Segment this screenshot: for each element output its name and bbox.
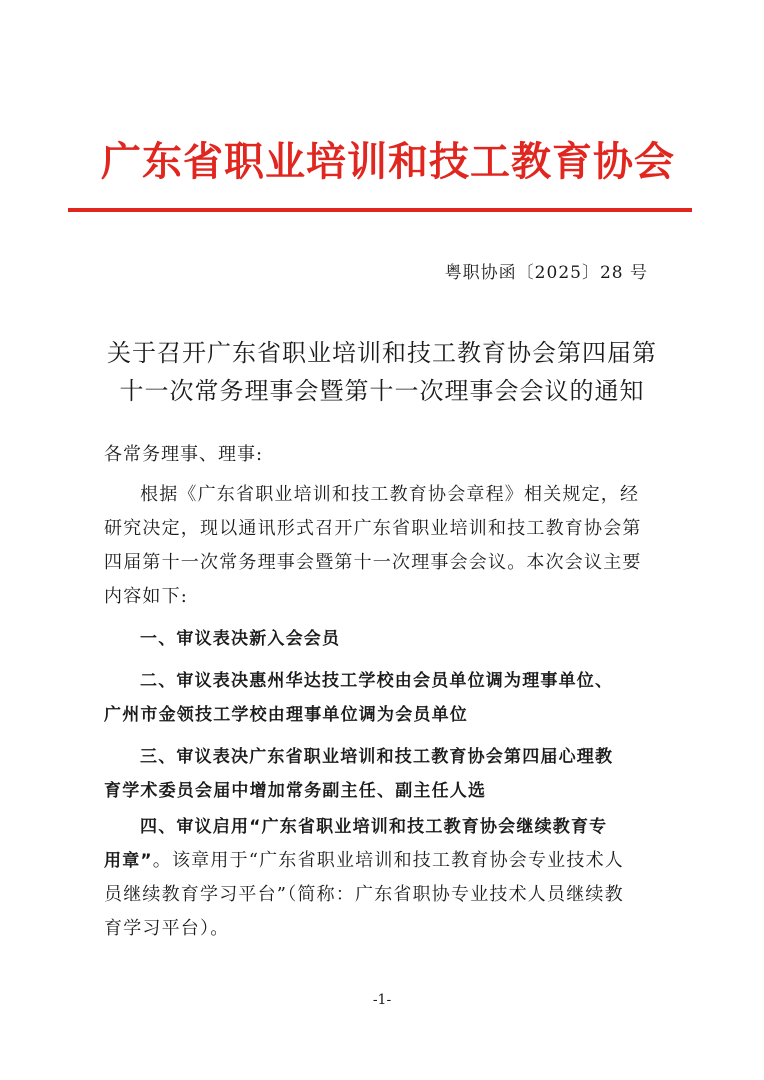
intro-line-3: 四届第十一次常务理事会暨第十一次理事会会议。本次会议主要 bbox=[104, 552, 642, 573]
agenda-item-4-line-3: 员继续教育学习平台”（简称：广东省职协专业技术人员继续教 bbox=[104, 884, 624, 905]
intro-line-4: 内容如下: bbox=[104, 586, 189, 607]
intro-line-2: 研究决定，现以通讯形式召开广东省职业培训和技工教育协会第 bbox=[104, 518, 642, 539]
title-line-2: 十一次常务理事会暨第十一次理事会会议的通知 bbox=[119, 377, 645, 405]
agenda-item-2-line-1: 二、审议表决惠州华达技工学校由会员单位调为理事单位、 bbox=[140, 671, 614, 691]
agenda-item-4-line-2 bbox=[104, 844, 670, 878]
agenda-item-3 bbox=[104, 740, 670, 808]
agenda-item-4 bbox=[104, 810, 670, 946]
title-line-1: 关于召开广东省职业培训和技工教育协会第四届第 bbox=[107, 339, 657, 367]
agenda-item-4-line-4: 育学习平台）。 bbox=[104, 918, 230, 939]
agenda-item-3-line-1: 三、审议表决广东省职业培训和技工教育协会第四届心理教 bbox=[140, 747, 614, 767]
agenda-item-1-line: 一、审议表决新入会会员 bbox=[140, 629, 341, 649]
intro-line-1: 根据《广东省职业培训和技工教育协会章程》相关规定，经 bbox=[140, 484, 640, 505]
masthead-red-rule bbox=[68, 208, 692, 212]
agenda-item-4-line-2-rest: 。该章用于“广东省职业培训和技工教育协会专业技术人 bbox=[152, 850, 624, 871]
salutation: 各常务理事、理事: bbox=[104, 444, 264, 465]
agenda-item-3-line-2: 育学术委员会届中增加常务副主任、副主任人选 bbox=[104, 781, 487, 801]
document-title bbox=[80, 334, 684, 410]
intro-paragraph bbox=[104, 478, 670, 614]
masthead-org-name: 广东省职业培训和技工教育协会 bbox=[101, 139, 675, 185]
agenda-item-2 bbox=[104, 664, 670, 732]
agenda-item-2-line-2: 广州市金领技工学校由理事单位调为会员单位 bbox=[104, 705, 468, 725]
page-number: -1- bbox=[372, 992, 392, 1008]
agenda-item-4-bold-term: 用章” bbox=[104, 851, 153, 871]
document-number: 粤职协函〔2025〕28 号 bbox=[444, 263, 648, 283]
agenda-item-4-line-1: 四、审议启用“广东省职业培训和技工教育协会继续教育专 bbox=[140, 817, 608, 837]
agenda-item-1 bbox=[104, 622, 670, 656]
